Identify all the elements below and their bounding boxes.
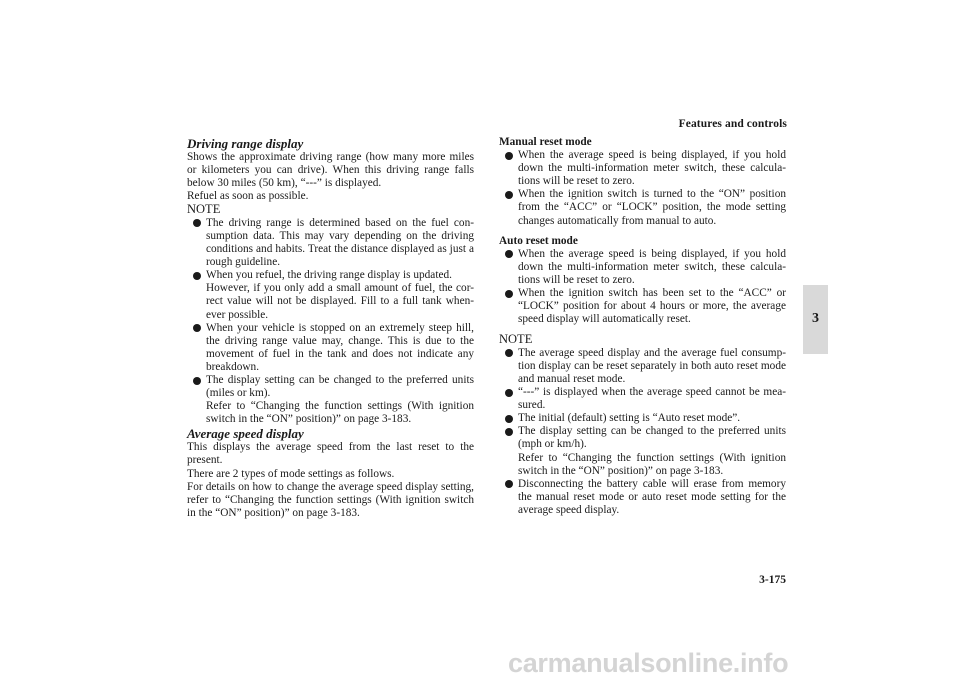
bullet-icon: [505, 389, 513, 397]
list-item: “---” is displayed when the average speed cannot be mea-sured.: [499, 386, 786, 412]
auto-reset-heading: Auto reset mode: [499, 234, 578, 247]
bullet-icon: [505, 349, 513, 357]
bullet-icon: [505, 480, 513, 488]
list-item: When the ignition switch has been set to the “ACC” or “LOCK” position for about 4 hours or more, the average speed display will automatically reset.: [499, 287, 786, 326]
bullet-icon: [505, 290, 513, 298]
list-item: Disconnecting the battery cable will erase from memory the manual reset mode or auto reset mode setting for the average speed display.: [499, 478, 786, 517]
right-column: [499, 136, 786, 517]
bullet-icon: [505, 250, 513, 258]
bullet-continuation: Refer to “Changing the function settings (With ignition switch in the “ON” position)” on page 3-183.: [518, 451, 786, 477]
average-speed-heading: Average speed display: [187, 426, 304, 442]
note-label: NOTE: [499, 332, 533, 347]
average-speed-paragraph-2: There are 2 types of mode settings as follows.: [187, 467, 395, 480]
chapter-tab: [803, 285, 828, 354]
list-item: When the average speed is being displayed, if you hold down the multi-information meter switch, these calcula-tions will be reset to zero.: [499, 149, 786, 188]
list-item: When the average speed is being displayed, if you hold down the multi-information meter switch, these calcula-tions will be reset to zero.: [499, 248, 786, 287]
list-item: When the ignition switch is turned to the “ON” position from the “ACC” or “LOCK” position, the mode setting changes automatically from manual to auto.: [499, 188, 786, 227]
watermark[interactable]: carmanualsonline.info: [508, 648, 789, 678]
bullet-icon: [505, 428, 513, 436]
driving-range-paragraph-2: Refuel as soon as possible.: [187, 190, 309, 203]
list-item: The display setting can be changed to the preferred units (miles or km). Refer to “Changing the function settings (With ignition switch in the “ON” position)” on page 3-183.: [187, 374, 474, 426]
section-header: Features and controls: [678, 118, 787, 130]
bullet-icon: [193, 324, 201, 332]
bullet-icon: [193, 219, 201, 227]
list-item: When your vehicle is stopped on an extremely steep hill, the driving range value may, change. This is due to the movement of fuel in the tank and does not indicate any breakdown.: [187, 322, 474, 374]
list-item: The driving range is determined based on the fuel con-sumption data. This may vary depending on the driving conditions and habits. Treat the distance displayed as just a rough guideline.: [187, 217, 474, 269]
bullet-icon: [505, 152, 513, 160]
bullet-icon: [193, 377, 201, 385]
driving-range-heading: Driving range display: [187, 136, 304, 151]
bullet-icon: [193, 272, 201, 280]
average-speed-paragraph-3: For details on how to change the average speed display setting, refer to “Changing the function settings (With ignition switch in the “ON” position)” on page 3-183.: [187, 480, 474, 519]
bullet-icon: [505, 191, 513, 199]
page-number: 3-175: [759, 574, 786, 586]
manual-reset-heading: Manual reset mode: [499, 136, 592, 148]
bullet-continuation: Refer to “Changing the function settings (With ignition switch in the “ON” position)” on page 3-183.: [206, 400, 474, 426]
average-speed-paragraph: This displays the average speed from the last reset to the present.: [187, 441, 474, 467]
driving-range-paragraph: Shows the approximate driving range (how many more miles or kilometers you can drive). When this driving range falls below 30 miles (50 km), “---” is displayed.: [187, 151, 474, 190]
list-item: When you refuel, the driving range display is updated. However, if you only add a small amount of fuel, the cor-rect value will not be displayed. Fill to a full tank when-ever possible.: [187, 269, 474, 321]
bullet-continuation: However, if you only add a small amount of fuel, the cor-rect value will not be displayed. Fill to a full tank when-ever possible.: [206, 282, 474, 321]
note-label: NOTE: [187, 202, 221, 217]
chapter-number: 3: [812, 311, 819, 326]
left-column: [187, 136, 474, 520]
list-item: The display setting can be changed to the preferred units (mph or km/h). Refer to “Changing the function settings (With ignition switch in the “ON” position)” on page 3-183.: [499, 425, 786, 477]
list-item: The average speed display and the average fuel consump-tion display can be reset separately in both auto reset mode and manual reset mode.: [499, 347, 786, 386]
bullet-icon: [505, 415, 513, 423]
list-item: The initial (default) setting is “Auto reset mode”.: [499, 412, 786, 425]
